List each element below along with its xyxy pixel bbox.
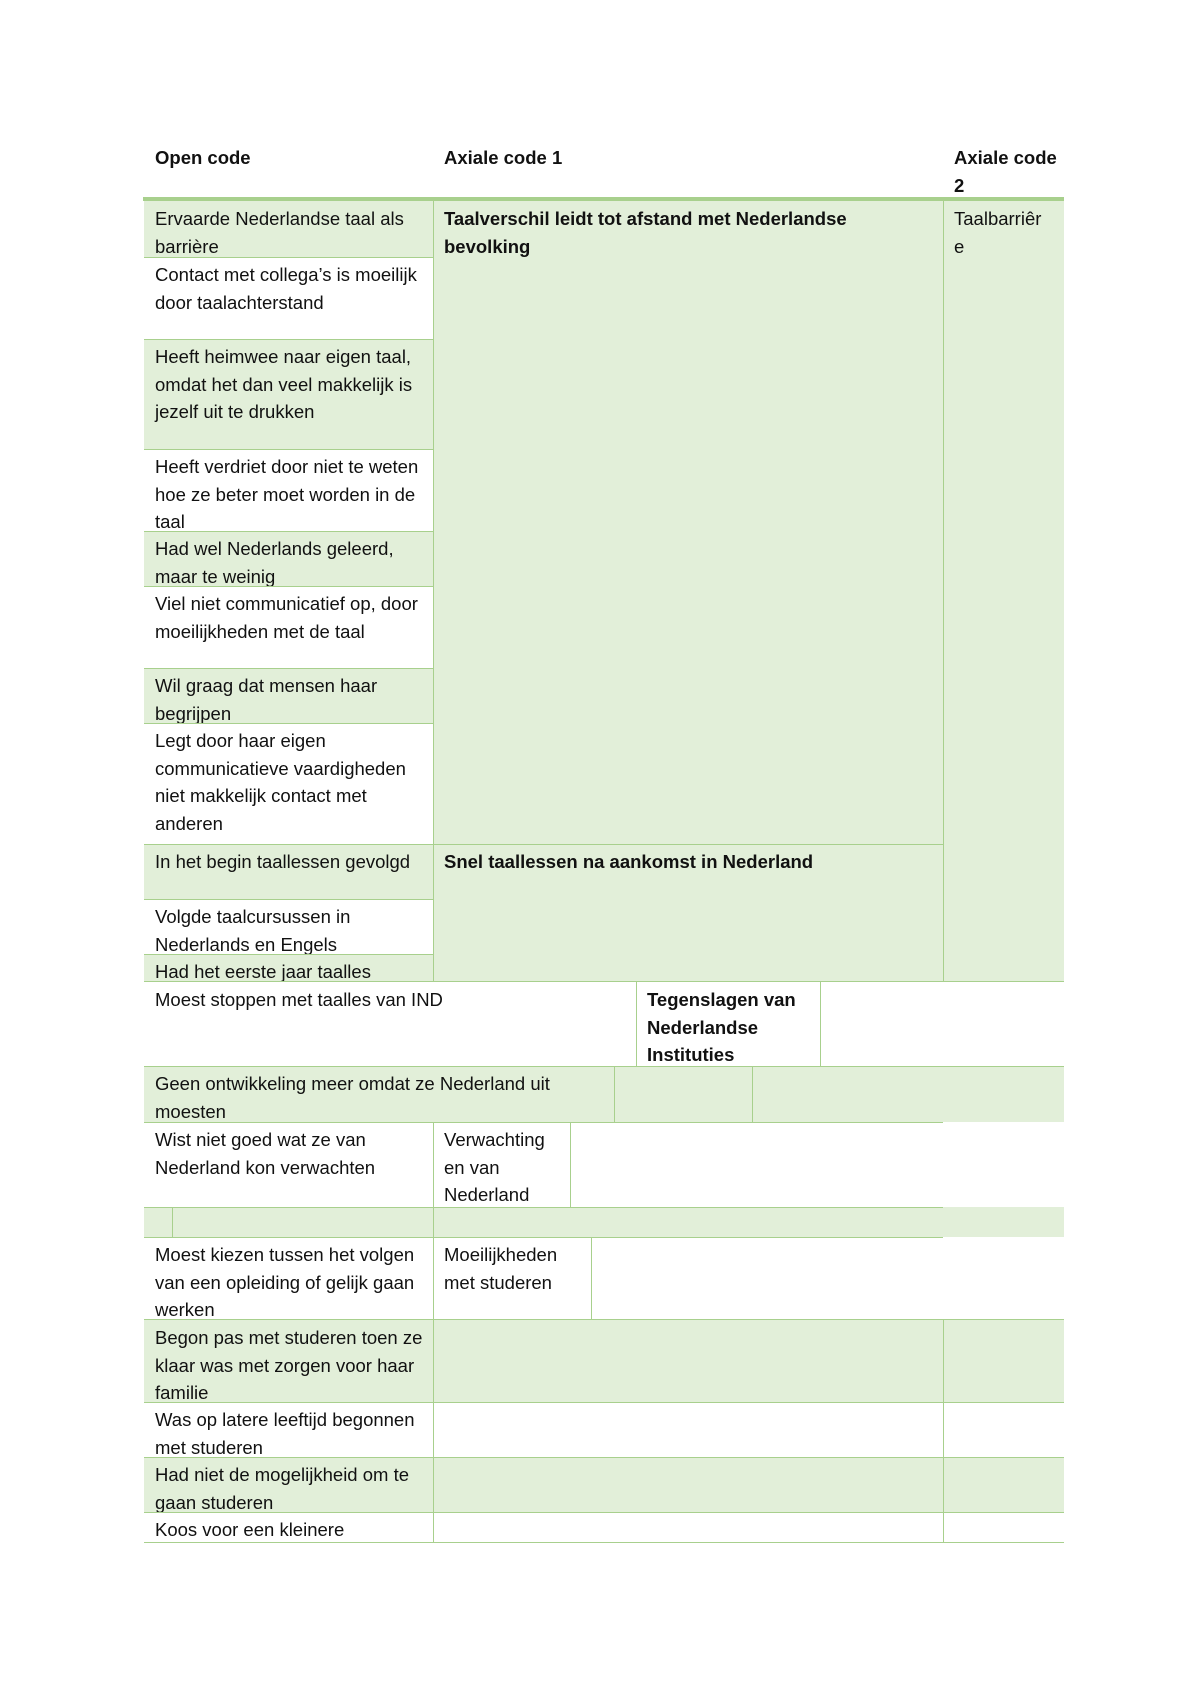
header-axial-code-2: Axiale code 2 — [954, 147, 1057, 196]
table-row: Begon pas met studeren toen ze klaar was met zorgen voor haar familie — [155, 1327, 423, 1402]
table-row: Legt door haar eigen communicatieve vaardigheden niet makkelijk contact met anderen — [155, 730, 406, 834]
table-row: Koos voor een kleinere — [155, 1519, 345, 1540]
row-border — [144, 339, 433, 340]
row-border — [144, 257, 433, 258]
empty-row-band — [144, 1207, 1064, 1237]
row-border — [144, 1207, 943, 1208]
col-border — [433, 1207, 434, 1237]
col-border — [570, 1122, 571, 1207]
col-border — [172, 1207, 173, 1237]
row-border — [144, 586, 433, 587]
table-row: Heeft heimwee naar eigen taal, omdat het dan veel makkelijk is jezelf uit te drukken — [144, 339, 433, 449]
axial1-taalverschil-label: Taalverschil leidt tot afstand met Nederlandse bevolking — [444, 208, 847, 257]
axial1-taallessen-label: Snel taallessen na aankomst in Nederland — [444, 851, 814, 872]
table-row: Had niet de mogelijkheid om te gaan studeren — [155, 1464, 410, 1512]
row-border — [144, 844, 943, 845]
row-border — [144, 981, 1064, 982]
table-row: In het begin taallessen gevolgd — [144, 844, 433, 899]
col-border — [433, 201, 434, 981]
axial1-cell-verwachting — [433, 1122, 570, 1207]
row-border — [144, 668, 433, 669]
row-border — [144, 1066, 1064, 1067]
table-row: Had het eerste jaar taalles — [144, 954, 433, 981]
table-row: Wil graag dat mensen haar begrijpen — [144, 668, 433, 723]
axial1-cell-studeren — [433, 1237, 591, 1319]
table-row: Heeft verdriet door niet te weten hoe ze beter moet worden in de taal — [155, 456, 419, 531]
table-row: Had wel Nederlands geleerd, maar te weinig — [144, 531, 433, 586]
axial1-studeren-label: Moeilijkheden met studeren — [444, 1244, 558, 1293]
table-row: Geen ontwikkeling meer omdat ze Nederland uit moesten — [155, 1073, 550, 1122]
axial2-cell-taalbarriere — [943, 201, 1064, 981]
row-border — [144, 531, 433, 532]
row-border — [144, 1237, 943, 1238]
axial1-verwachting-label: Verwachting en van Nederland — [444, 1129, 545, 1205]
row-border — [144, 1542, 1064, 1543]
col-border — [433, 1320, 434, 1542]
header-axial-code-1: Axiale code 1 — [444, 147, 563, 168]
axial2-taalbarriere-label: Taalbarriêr e — [954, 208, 1042, 257]
row-border — [144, 1319, 1064, 1320]
table-row: Was op latere leeftijd begonnen met studeren — [155, 1409, 415, 1457]
table-row: Moest kiezen tussen het volgen van een opleiding of gelijk gaan werken — [155, 1244, 415, 1319]
table-row: Viel niet communicatief op, door moeilijkheden met de taal — [155, 593, 418, 642]
row-border — [144, 954, 433, 955]
table-row: Contact met collega’s is moeilijk door taalachterstand — [155, 264, 417, 313]
col-border — [636, 982, 637, 1066]
table-row: Moest stoppen met taalles van IND — [155, 989, 443, 1010]
row-border — [144, 1402, 1064, 1403]
col-border — [614, 1066, 615, 1122]
col-border — [433, 1122, 434, 1207]
table-row: Volgde taalcursussen in Nederlands en Engels — [155, 906, 351, 954]
axial1-cell-tegenslagen — [636, 982, 820, 1066]
axial1-cell-taalverschil — [433, 201, 943, 844]
axial1-cell-taallessen — [433, 844, 943, 981]
table-row: Wist niet goed wat ze van Nederland kon verwachten — [155, 1129, 376, 1178]
col-border — [943, 1320, 944, 1542]
row-border — [144, 899, 433, 900]
col-border — [752, 1066, 753, 1122]
row-border — [144, 1122, 943, 1123]
axial1-tegenslagen-label: Tegenslagen van Nederlandse Instituties — [647, 989, 796, 1065]
table-row: Ervaarde Nederlandse taal als barrière — [144, 201, 433, 257]
row-border — [144, 449, 433, 450]
col-border — [943, 201, 944, 981]
row-border — [144, 723, 433, 724]
col-border — [820, 982, 821, 1066]
header-open-code: Open code — [155, 147, 251, 168]
row-border — [144, 1457, 1064, 1458]
col-border — [591, 1237, 592, 1319]
col-border — [433, 1237, 434, 1319]
row-border — [144, 1512, 1064, 1513]
